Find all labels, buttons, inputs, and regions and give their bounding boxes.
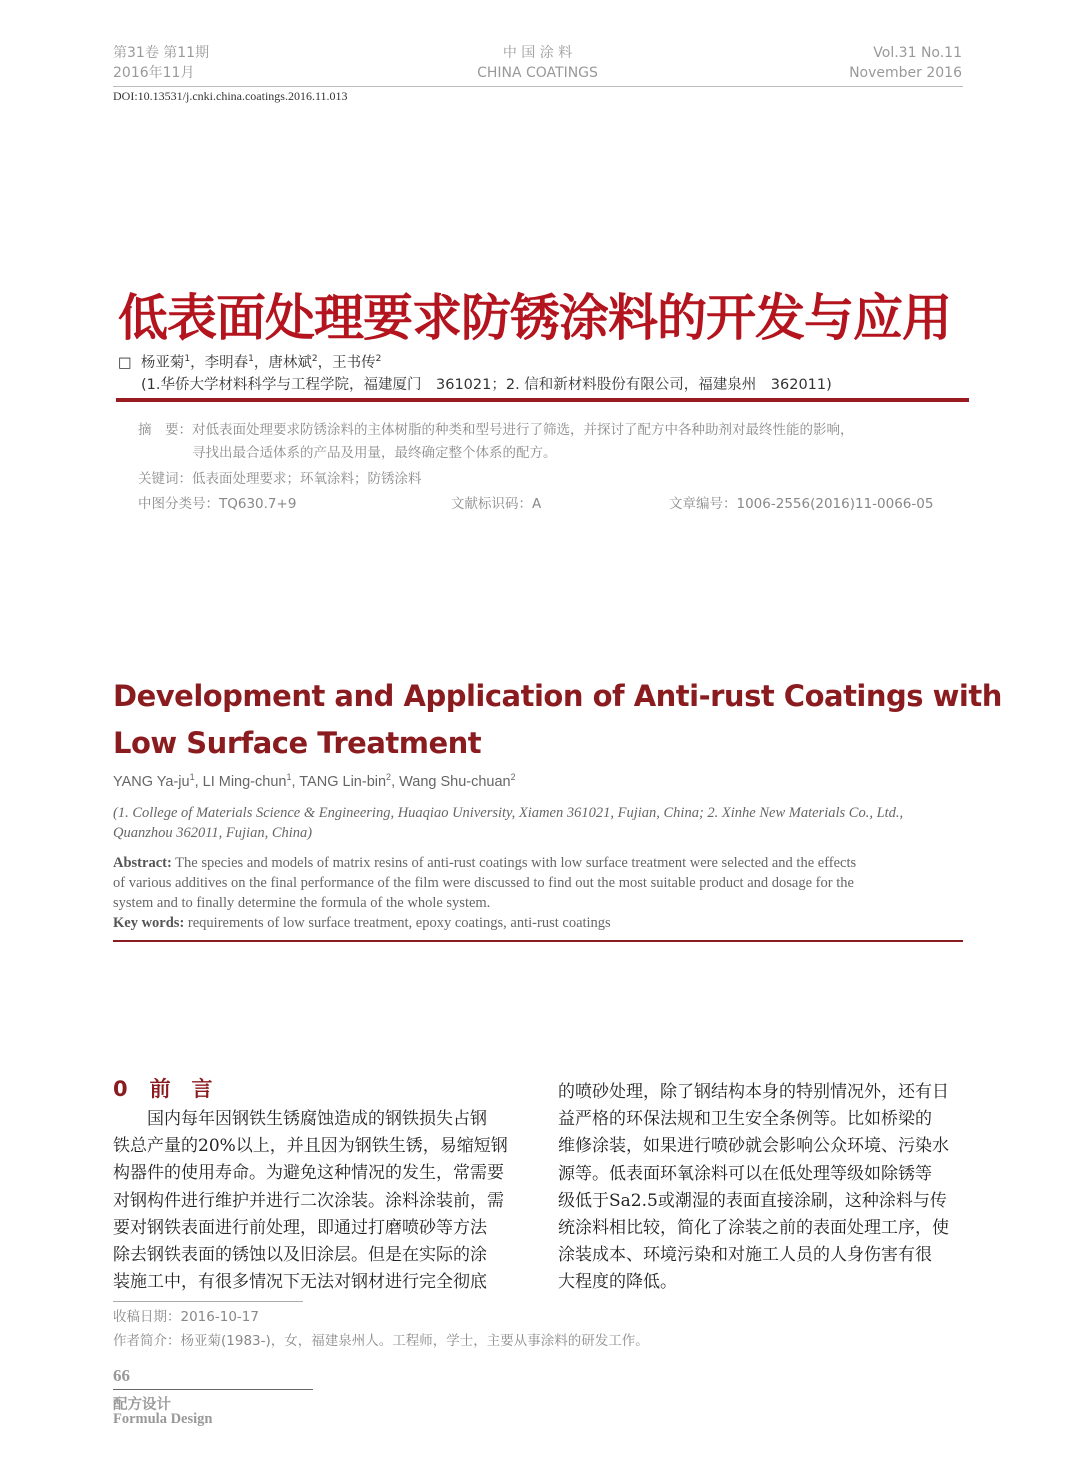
- received-date: 收稿日期：2016-10-17: [113, 1309, 259, 1325]
- footer-section-en: Formula Design: [113, 1411, 213, 1427]
- abstract-cn: 摘 要：对低表面处理要求防锈涂料的主体树脂的种类和型号进行了筛选，并探讨了配方中各种助剂对最终性能的影响，: [138, 422, 854, 438]
- footer-rule: [113, 1389, 313, 1390]
- section-heading: 0 前 言: [113, 1077, 213, 1101]
- page-number: 66: [113, 1366, 130, 1385]
- title-cn: 低表面处理要求防锈涂料的开发与应用: [118, 289, 951, 347]
- body-left-column: 国内每年因钢铁生锈腐蚀造成的钢铁损失占钢 铁总产量的20%以上，并且因为钢铁生锈，易缩短钢 构器件的使用寿命。为避免这种情况的发生，常需要 对钢构件进行维护并进行二次涂装。涂料涂装前，需 要对钢铁表面进行前处理，即通过打磨喷砂等方法 除去钢铁表面的锈蚀以及旧涂层。但是在实际的涂 装施工中，有很多情况下无法对钢材进行完全彻底: [113, 1109, 508, 1293]
- abstract-rule: [113, 940, 963, 942]
- abstract-cn-line2: 寻找出最合适体系的产品及用量，最终确定整个体系的配方。: [192, 445, 557, 461]
- affiliation-en: (1. College of Materials Science & Engineering, Huaqiao University, Xiamen 361021, Fujian, China; 2. Xinhe New Materials Co., Ltd., Quanzhou 362011, Fujian, China): [113, 805, 904, 841]
- article-number: 文章编号：1006-2556(2016)11-0066-05: [669, 496, 934, 512]
- header-center: 中 国 涂 料 CHINA COATINGS: [477, 45, 598, 81]
- footnote-rule: [113, 1301, 303, 1302]
- doi: DOI:10.13531/j.cnki.china.coatings.2016.11.013: [113, 89, 348, 103]
- header-left: 第31卷 第11期 2016年11月: [113, 45, 210, 81]
- affiliation-cn: (1.华侨大学材料科学与工程学院，福建厦门 361021；2. 信和新材料股份有限公司，福建泉州 362011): [141, 377, 832, 393]
- clc-number: 中图分类号：TQ630.7+9: [138, 496, 297, 512]
- header-right: Vol.31 No.11 November 2016: [849, 45, 962, 81]
- title-en: Development and Application of Anti-rust Coatings with Low Surface Treatment: [113, 679, 1002, 760]
- footer-section-cn: 配方设计: [113, 1397, 171, 1413]
- authors-cn: □ 杨亚菊$^1$，李明春$^1$，唐林斌$^2$，王书传$^2$: [118, 354, 382, 371]
- abstract-en: Abstract: The species and models of matrix resins of anti-rust coatings with low surface treatment were selected and the effects of various additives on the final performance of the film were discussed to find out the most suitable product and dosage for the system and to finally determine the formula of the whole system. Key words: requirements of low surface treatment, epoxy coatings, anti-rust coatings: [113, 855, 857, 931]
- header-rule: [113, 86, 963, 87]
- document-code: 文献标识码：A: [451, 496, 542, 512]
- body-right-column: 的喷砂处理，除了钢结构本身的特别情况外，还有日 益严格的环保法规和卫生安全条例等。比如桥梁的 维修涂装，如果进行喷砂就会影响公众环境、污染水 源等。低表面环氧涂料可以在低处理等级如除锈等 级低于Sa2.5或潮湿的表面直接涂刷，这种涂料与传 统涂料相比较，简化了涂装之前的表面处理工序，使 涂装成本、环境污染和对施工人员的人身伤害有很 大程度的降低。: [558, 1082, 949, 1293]
- author-bio: 作者简介：杨亚菊(1983-)，女，福建泉州人。工程师，学士，主要从事涂料的研发工作。: [113, 1333, 649, 1349]
- keywords-cn: 关键词：低表面处理要求；环氧涂料；防锈涂料: [138, 471, 422, 487]
- red-rule: [116, 398, 969, 402]
- authors-en: YANG $Ya-ju^1$, LI Ming-chun$^1$, TANG Lin-bin$^2$, Wang Shu-chuan$^2$: [113, 772, 516, 790]
